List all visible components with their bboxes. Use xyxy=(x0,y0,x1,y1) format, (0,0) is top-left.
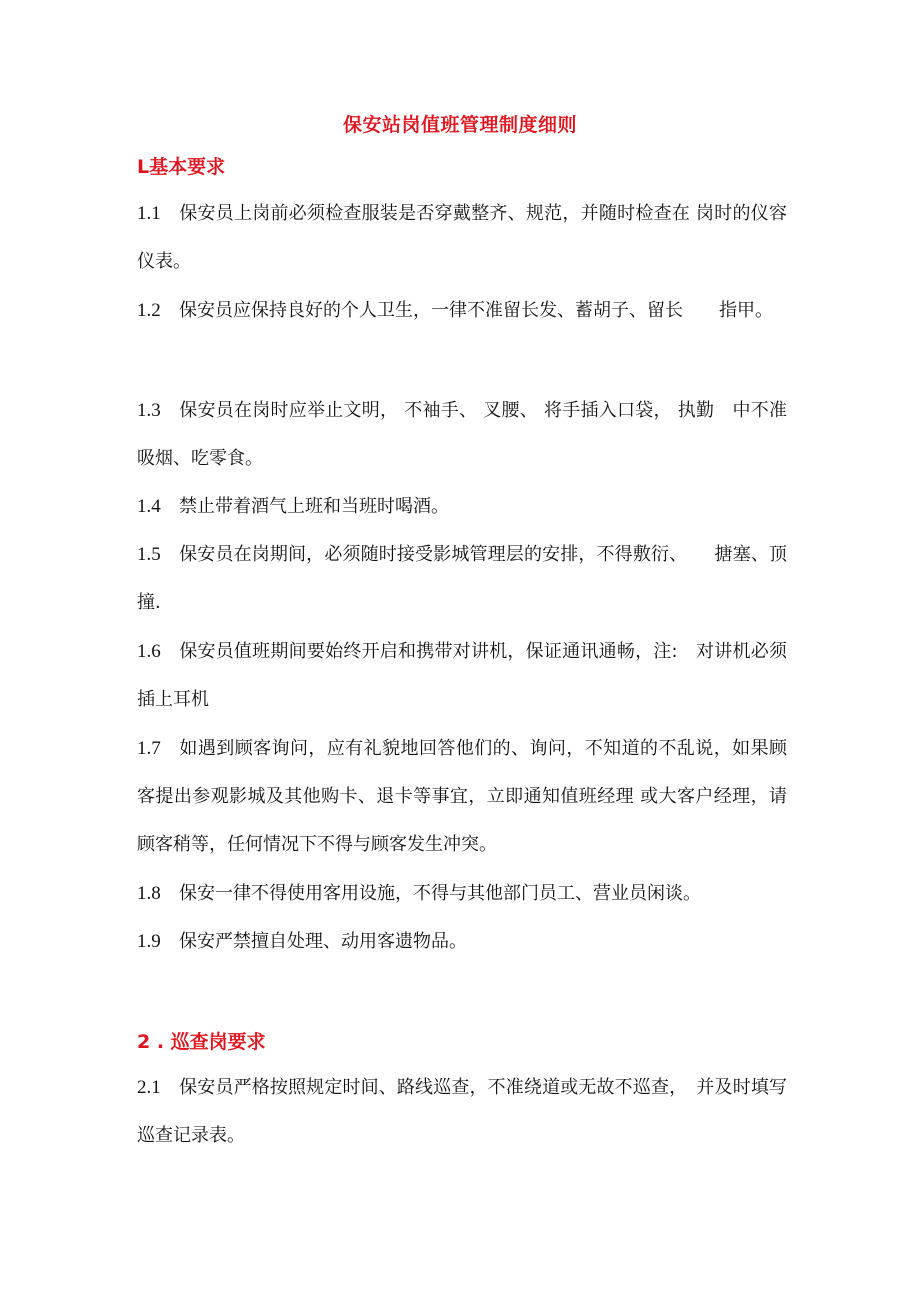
section-heading-basic-requirements: L基本要求 xyxy=(137,156,226,178)
item-text: 如遇到顾客询问，应有礼貌地回答他们的、询问，不知道的不乱说，如果顾客提出参观影城及其他购卡、退卡等事宜，立即通知值班经理 或大客户经理，请顾客稍等，任何情况下不得与顾客发生冲突。 xyxy=(137,738,787,855)
section-heading-patrol-requirements: 2 . 巡查岗要求 xyxy=(137,1031,266,1053)
item-text: 保安严禁擅自处理、动用客遗物品。 xyxy=(179,931,467,952)
item-text: 保安一律不得使用客用设施，不得与其他部门员工、营业员闲谈。 xyxy=(179,883,701,904)
item-number: 2.1 xyxy=(137,1077,161,1098)
item-text: 保安员值班期间要始终开启和携带对讲机，保证通讯通畅，注: 对讲机必须插上耳机 xyxy=(137,641,787,710)
item-number: 1.1 xyxy=(137,203,161,224)
list-item-1-6 xyxy=(137,628,787,724)
list-item-1-1 xyxy=(137,190,787,286)
item-text: 保安员上岗前必须检查服装是否穿戴整齐、规范，并随时检查在 岗时的仪容仪表。 xyxy=(137,203,787,272)
item-text: 保安员在岗时应举止文明， 不袖手、 叉腰、 将手插入口袋， 执勤 中不准吸烟、吃零食。 xyxy=(137,400,787,469)
document-title: 保安站岗值班管理制度细则 xyxy=(342,114,577,136)
item-number: 1.7 xyxy=(137,738,161,759)
item-text: 保安员在岗期间，必须随时接受影城管理层的安排，不得敷衍、 搪塞、顶撞. xyxy=(137,544,787,613)
list-item-1-8 xyxy=(137,870,787,918)
item-number: 1.4 xyxy=(137,496,161,517)
list-item-2-1 xyxy=(137,1064,787,1160)
list-item-1-3 xyxy=(137,387,787,483)
item-text: 禁止带着酒气上班和当班时喝酒。 xyxy=(179,496,449,517)
item-number: 1.8 xyxy=(137,883,161,904)
list-item-1-2 xyxy=(137,287,787,335)
list-item-1-9 xyxy=(137,918,787,966)
item-number: 1.9 xyxy=(137,931,161,952)
item-text: 保安员应保持良好的个人卫生，一律不准留长发、蓄胡子、留长 指甲。 xyxy=(179,300,773,321)
list-item-1-5 xyxy=(137,531,787,627)
list-item-1-4 xyxy=(137,483,787,531)
item-number: 1.3 xyxy=(137,400,161,421)
item-number: 1.5 xyxy=(137,544,161,565)
item-number: 1.6 xyxy=(137,641,161,662)
item-text: 保安员严格按照规定时间、路线巡查，不准绕道或无故不巡查， 并及时填写巡查记录表。 xyxy=(137,1077,787,1146)
item-number: 1.2 xyxy=(137,300,161,321)
list-item-1-7 xyxy=(137,725,787,869)
